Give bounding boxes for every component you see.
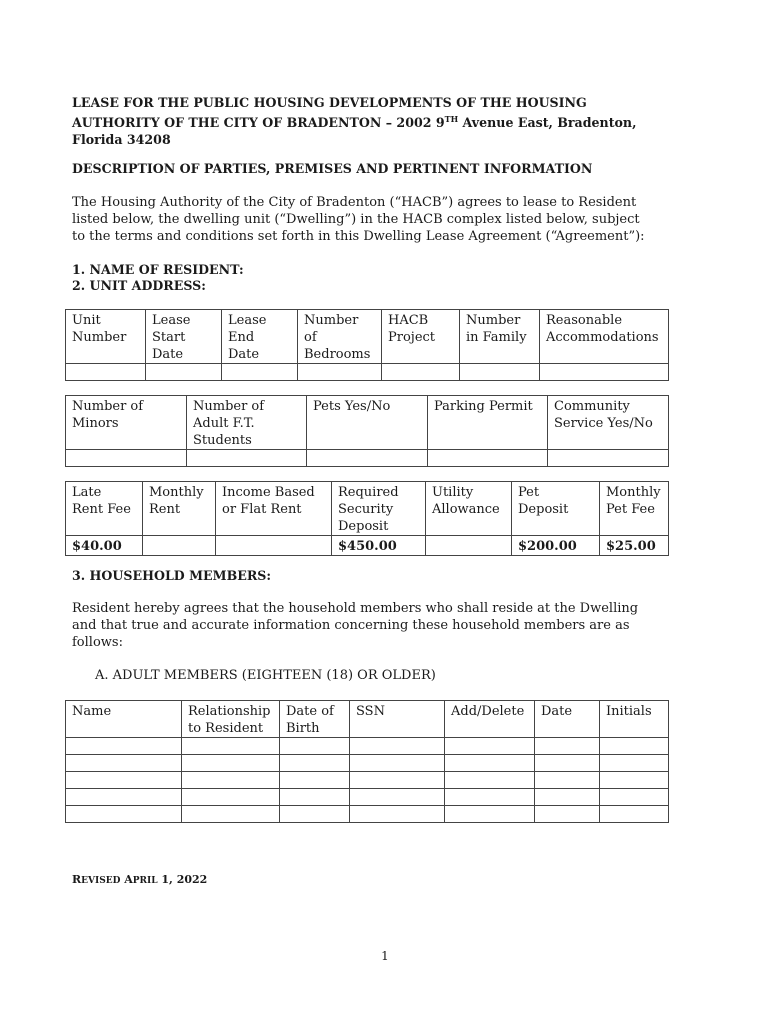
relationship-cell[interactable]	[182, 789, 280, 806]
initials-cell[interactable]	[600, 755, 669, 772]
date-cell[interactable]	[535, 772, 600, 789]
name-cell[interactable]	[66, 738, 182, 755]
header-date: Date	[535, 701, 600, 738]
header-pets: Pets Yes/No	[307, 396, 428, 450]
late-rent-fee-value: $40.00	[66, 536, 143, 556]
initials-cell[interactable]	[600, 738, 669, 755]
table-row	[66, 738, 669, 755]
intro-line: to the terms and conditions set forth in this Dwelling Lease Agreement (“Agreement”):	[72, 229, 645, 244]
table-row	[66, 789, 669, 806]
table-row	[66, 772, 669, 789]
household-line: follows:	[72, 635, 123, 650]
household-info-table	[65, 395, 669, 467]
date-cell[interactable]	[535, 738, 600, 755]
table-row	[66, 536, 669, 556]
household-line: and that true and accurate information concerning these household members are as	[72, 618, 630, 633]
relationship-cell[interactable]	[182, 755, 280, 772]
header-name: Name	[66, 701, 182, 738]
add-delete-cell[interactable]	[445, 738, 535, 755]
header-lease-start-date: Lease Start Date	[146, 310, 222, 364]
header-number-of-bedrooms: Number of Bedrooms	[298, 310, 382, 364]
adult-members-table	[65, 700, 669, 823]
header-number-of-minors: Number of Minors	[66, 396, 187, 450]
initials-cell[interactable]	[600, 772, 669, 789]
name-cell[interactable]	[66, 806, 182, 823]
ssn-cell[interactable]	[350, 738, 445, 755]
header-relationship: Relationship to Resident	[182, 701, 280, 738]
household-members-heading: 3. HOUSEHOLD MEMBERS:	[72, 568, 272, 583]
initials-cell[interactable]	[600, 806, 669, 823]
parking-permit-cell[interactable]	[428, 450, 548, 467]
header-adult-ft-students: Number of Adult F.T. Students	[187, 396, 307, 450]
adult-members-heading: A. ADULT MEMBERS (EIGHTEEN (18) OR OLDER)	[95, 668, 436, 683]
page-number: 1	[381, 949, 389, 963]
security-deposit-value: $450.00	[332, 536, 426, 556]
fees-table	[65, 481, 669, 556]
table-row	[66, 450, 669, 467]
dob-cell[interactable]	[280, 755, 350, 772]
title-line-1: LEASE FOR THE PUBLIC HOUSING DEVELOPMENTS OF THE HOUSING	[72, 95, 587, 110]
table-row	[66, 755, 669, 772]
header-initials: Initials	[600, 701, 669, 738]
ssn-cell[interactable]	[350, 772, 445, 789]
dob-cell[interactable]	[280, 772, 350, 789]
adult-students-cell[interactable]	[187, 450, 307, 467]
section-description-heading: DESCRIPTION OF PARTIES, PREMISES AND PERTINENT INFORMATION	[72, 161, 593, 176]
pet-deposit-value: $200.00	[512, 536, 600, 556]
header-monthly-rent: Monthly Rent	[143, 482, 216, 536]
unit-address-label: 2. UNIT ADDRESS:	[72, 278, 206, 293]
relationship-cell[interactable]	[182, 738, 280, 755]
header-community-service: Community Service Yes/No	[548, 396, 669, 450]
intro-line: The Housing Authority of the City of Bradenton (“HACB”) agrees to lease to Resident	[72, 195, 637, 210]
document-title	[72, 94, 672, 148]
dob-cell[interactable]	[280, 789, 350, 806]
household-paragraph	[72, 600, 638, 651]
accommodations-cell[interactable]	[540, 364, 669, 381]
add-delete-cell[interactable]	[445, 755, 535, 772]
header-required-security-deposit: Required Security Deposit	[332, 482, 426, 536]
initials-cell[interactable]	[600, 789, 669, 806]
unit-number-cell[interactable]	[66, 364, 146, 381]
header-hacb-project: HACB Project	[382, 310, 460, 364]
household-line: Resident hereby agrees that the household members who shall reside at the Dwelling	[72, 601, 639, 616]
title-line-2-end: Avenue East, Bradenton,	[458, 115, 637, 131]
header-late-rent-fee: Late Rent Fee	[66, 482, 143, 536]
table-header-row	[66, 310, 669, 364]
hacb-project-cell[interactable]	[382, 364, 460, 381]
relationship-cell[interactable]	[182, 806, 280, 823]
header-parking-permit: Parking Permit	[428, 396, 548, 450]
header-utility-allowance: Utility Allowance	[426, 482, 512, 536]
unit-info-table	[65, 309, 669, 381]
header-monthly-pet-fee: Monthly Pet Fee	[600, 482, 669, 536]
relationship-cell[interactable]	[182, 772, 280, 789]
header-date-of-birth: Date of Birth	[280, 701, 350, 738]
ssn-cell[interactable]	[350, 755, 445, 772]
header-reasonable-accommodations: Reasonable Accommodations	[540, 310, 669, 364]
title-line-2	[72, 111, 672, 131]
table-header-row	[66, 701, 669, 738]
community-service-cell[interactable]	[548, 450, 669, 467]
header-ssn: SSN	[350, 701, 445, 738]
add-delete-cell[interactable]	[445, 789, 535, 806]
number-of-minors-cell[interactable]	[66, 450, 187, 467]
utility-allowance-value[interactable]	[426, 536, 512, 556]
ssn-cell[interactable]	[350, 806, 445, 823]
header-income-based-or-flat-rent: Income Based or Flat Rent	[216, 482, 332, 536]
table-row	[66, 364, 669, 381]
revision-date: REVISED APRIL 1, 2022	[72, 873, 208, 886]
name-cell[interactable]	[66, 755, 182, 772]
lease-start-date-cell[interactable]	[146, 364, 222, 381]
header-number-in-family: Number in Family	[460, 310, 540, 364]
pets-cell[interactable]	[307, 450, 428, 467]
add-delete-cell[interactable]	[445, 806, 535, 823]
dob-cell[interactable]	[280, 806, 350, 823]
intro-line: listed below, the dwelling unit (“Dwelling”) in the HACB complex listed below, subject	[72, 212, 640, 227]
dob-cell[interactable]	[280, 738, 350, 755]
table-row	[66, 806, 669, 823]
header-unit-number: Unit Number	[66, 310, 146, 364]
intro-paragraph	[72, 194, 645, 245]
ssn-cell[interactable]	[350, 789, 445, 806]
title-superscript: TH	[444, 114, 459, 124]
lease-end-date-cell[interactable]	[222, 364, 298, 381]
table-header-row	[66, 396, 669, 450]
header-lease-end-date: Lease End Date	[222, 310, 298, 364]
monthly-rent-value[interactable]	[143, 536, 216, 556]
name-cell[interactable]	[66, 772, 182, 789]
number-in-family-cell[interactable]	[460, 364, 540, 381]
resident-name-label: 1. NAME OF RESIDENT:	[72, 262, 244, 277]
income-based-rent-value[interactable]	[216, 536, 332, 556]
add-delete-cell[interactable]	[445, 772, 535, 789]
monthly-pet-fee-value: $25.00	[600, 536, 669, 556]
header-add-delete: Add/Delete	[445, 701, 535, 738]
date-cell[interactable]	[535, 806, 600, 823]
title-line-3: Florida 34208	[72, 132, 171, 148]
bedrooms-cell[interactable]	[298, 364, 382, 381]
header-pet-deposit: Pet Deposit	[512, 482, 600, 536]
title-line-2-main: AUTHORITY OF THE CITY OF BRADENTON – 2002 9	[72, 115, 445, 131]
date-cell[interactable]	[535, 755, 600, 772]
date-cell[interactable]	[535, 789, 600, 806]
name-cell[interactable]	[66, 789, 182, 806]
table-header-row	[66, 482, 669, 536]
